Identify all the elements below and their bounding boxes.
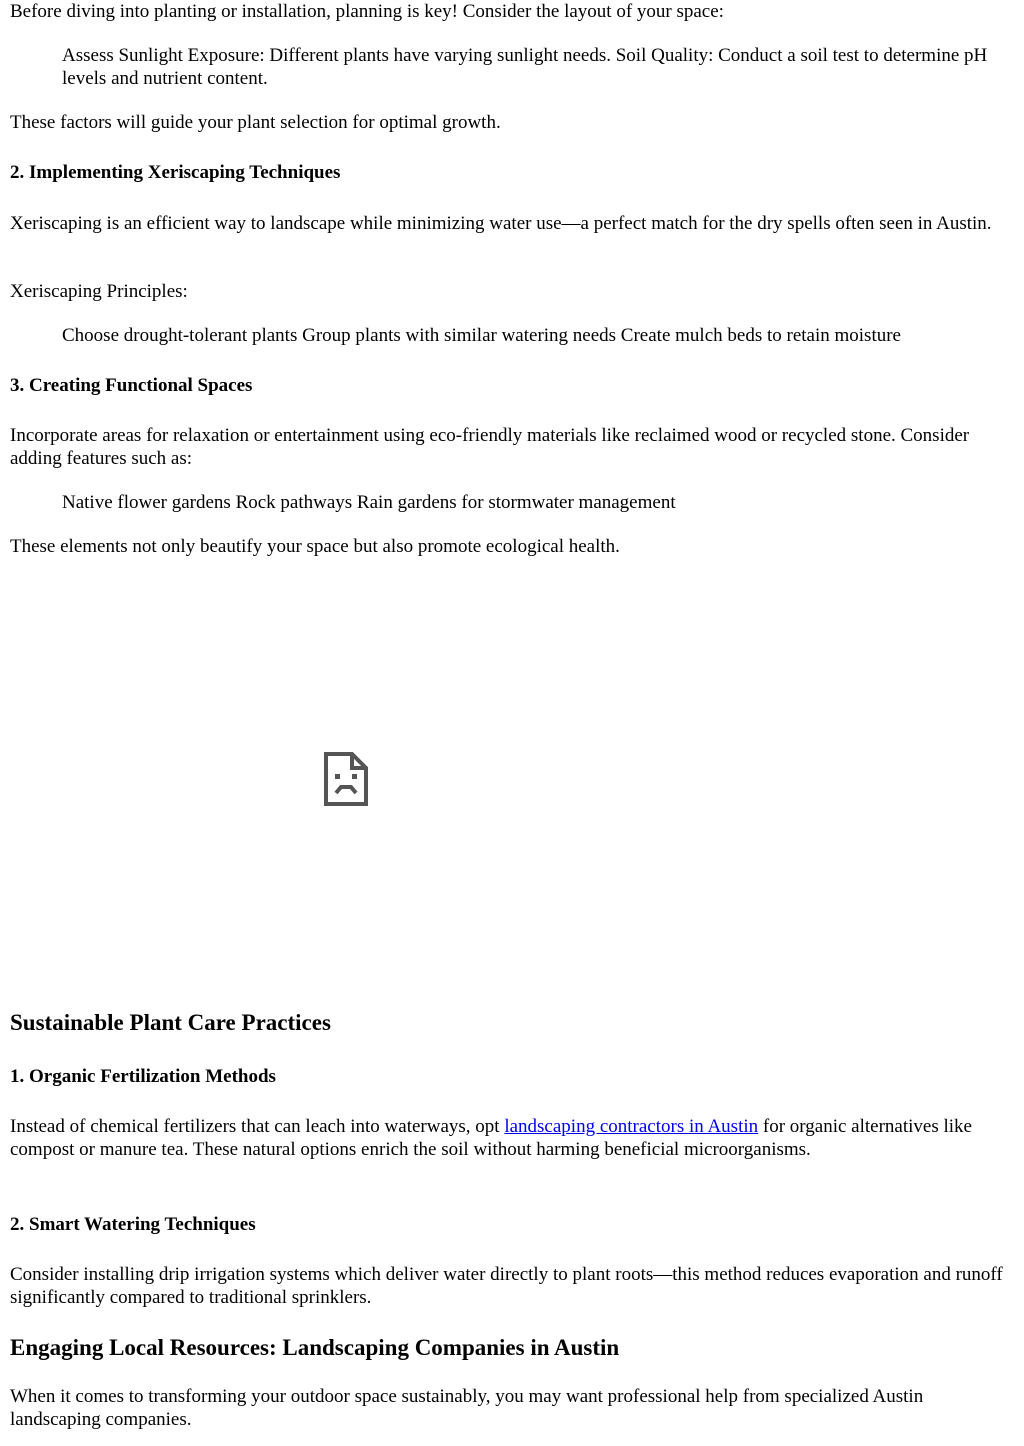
plant-care-heading: Sustainable Plant Care Practices	[10, 1010, 331, 1035]
local-resources-paragraph: When it comes to transforming your outdoor space sustainably, you may want professional help from specialized Austin landscaping companies.	[10, 1386, 924, 1430]
landscaping-contractors-link[interactable]: landscaping contractors in Austin	[504, 1116, 759, 1137]
fertilization-text-after-link: for organic alternatives like compost or manure tea. These natural options enrich the soil without harming beneficial microorganisms.	[10, 1116, 972, 1160]
sunlight-soil-list: Assess Sunlight Exposure: Different plants have varying sunlight needs. Soil Quality: Conduct a soil test to determine pH levels and nutrient content.	[62, 45, 988, 89]
xeriscaping-principles-label: Xeriscaping Principles:	[10, 281, 188, 302]
fertilization-heading: 1. Organic Fertilization Methods	[10, 1066, 276, 1087]
fertilization-paragraph	[10, 1115, 1015, 1161]
factors-summary: These factors will guide your plant selection for optimal growth.	[10, 112, 501, 133]
fertilization-text-before-link: Instead of chemical fertilizers that can leach into waterways, opt	[10, 1116, 505, 1137]
watering-paragraph: Consider installing drip irrigation systems which deliver water directly to plant roots—this method reduces evaporation and runoff significantly compared to traditional sprinklers.	[10, 1264, 1003, 1308]
features-list: Native flower gardens Rock pathways Rain gardens for stormwater management	[62, 492, 676, 513]
broken-image-icon	[324, 752, 368, 806]
functional-spaces-paragraph: Incorporate areas for relaxation or entertainment using eco-friendly materials like reclaimed wood or recycled stone. Consider adding features such as:	[10, 425, 970, 469]
local-resources-heading: Engaging Local Resources: Landscaping Companies in Austin	[10, 1335, 620, 1360]
features-summary: These elements not only beautify your space but also promote ecological health.	[10, 536, 620, 557]
watering-heading: 2. Smart Watering Techniques	[10, 1214, 256, 1235]
intro-paragraph: Before diving into planting or installation, planning is key! Consider the layout of your space:	[10, 1, 724, 22]
functional-spaces-heading: 3. Creating Functional Spaces	[10, 375, 253, 396]
xeriscaping-principles-list: Choose drought-tolerant plants Group plants with similar watering needs Create mulch beds to retain moisture	[62, 325, 901, 346]
xeriscaping-paragraph: Xeriscaping is an efficient way to landscape while minimizing water use—a perfect match for the dry spells often seen in Austin.	[10, 213, 992, 234]
xeriscaping-heading: 2. Implementing Xeriscaping Techniques	[10, 162, 341, 183]
